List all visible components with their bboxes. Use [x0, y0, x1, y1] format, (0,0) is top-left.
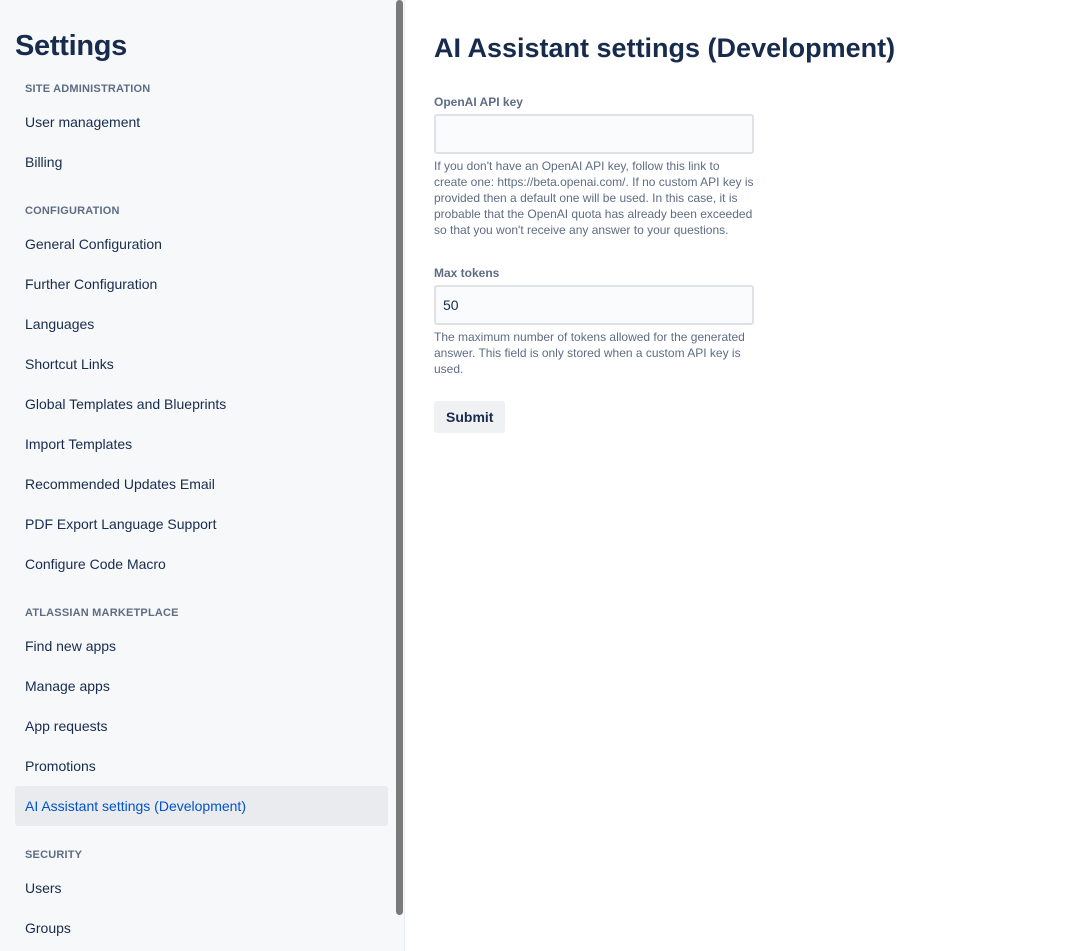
section-heading-security: SECURITY: [25, 849, 83, 861]
nav-item-manage-apps[interactable]: Manage apps: [25, 678, 110, 694]
nav-item-ai-assistant-settings[interactable]: AI Assistant settings (Development): [15, 786, 388, 826]
nav-item-user-management[interactable]: User management: [25, 114, 141, 130]
section-heading-configuration: CONFIGURATION: [25, 205, 120, 217]
max-tokens-help-text: The maximum number of tokens allowed for the generated answer. This field is only stored when a custom API key is used.: [434, 330, 745, 376]
submit-button[interactable]: Submit: [434, 401, 505, 433]
nav-item-import-templates[interactable]: Import Templates: [25, 436, 133, 452]
api-key-input[interactable]: [434, 114, 754, 154]
sidebar-scrollbar[interactable]: [396, 0, 403, 915]
nav-item-languages[interactable]: Languages: [25, 316, 95, 332]
api-key-label: OpenAI API key: [434, 95, 523, 109]
api-key-help-text: If you don't have an OpenAI API key, follow this link to create one: https://beta.openai.com/. If no custom API key is provided then a default one will be used. In this case, it is probable that the OpenAI quota has already been exceeded so that you won't receive any answer to your questions.: [434, 159, 754, 237]
nav-item-shortcut-links[interactable]: Shortcut Links: [25, 356, 114, 372]
page-title: AI Assistant settings (Development): [434, 33, 896, 63]
nav-item-app-requests[interactable]: App requests: [25, 718, 108, 734]
section-heading-site-administration: SITE ADMINISTRATION: [25, 83, 151, 95]
nav-item-recommended-updates-email[interactable]: Recommended Updates Email: [25, 476, 215, 492]
settings-nav: [15, 76, 388, 948]
sidebar-title: Settings: [15, 30, 127, 62]
nav-item-global-templates-and-blueprints[interactable]: Global Templates and Blueprints: [25, 396, 227, 412]
max-tokens-label: Max tokens: [434, 266, 500, 280]
nav-item-find-new-apps[interactable]: Find new apps: [25, 638, 117, 654]
nav-item-groups[interactable]: Groups: [25, 920, 71, 936]
max-tokens-input[interactable]: [434, 285, 754, 325]
nav-item-pdf-export-language-support[interactable]: PDF Export Language Support: [25, 516, 217, 532]
nav-item-users[interactable]: Users: [25, 880, 62, 896]
nav-item-promotions[interactable]: Promotions: [25, 758, 96, 774]
section-heading-atlassian-marketplace: ATLASSIAN MARKETPLACE: [25, 607, 179, 619]
nav-item-further-configuration[interactable]: Further Configuration: [25, 276, 158, 292]
settings-sidebar: [0, 0, 405, 951]
nav-item-billing[interactable]: Billing: [25, 154, 63, 170]
nav-item-general-configuration[interactable]: General Configuration: [25, 236, 162, 252]
nav-item-configure-code-macro[interactable]: Configure Code Macro: [25, 556, 166, 572]
